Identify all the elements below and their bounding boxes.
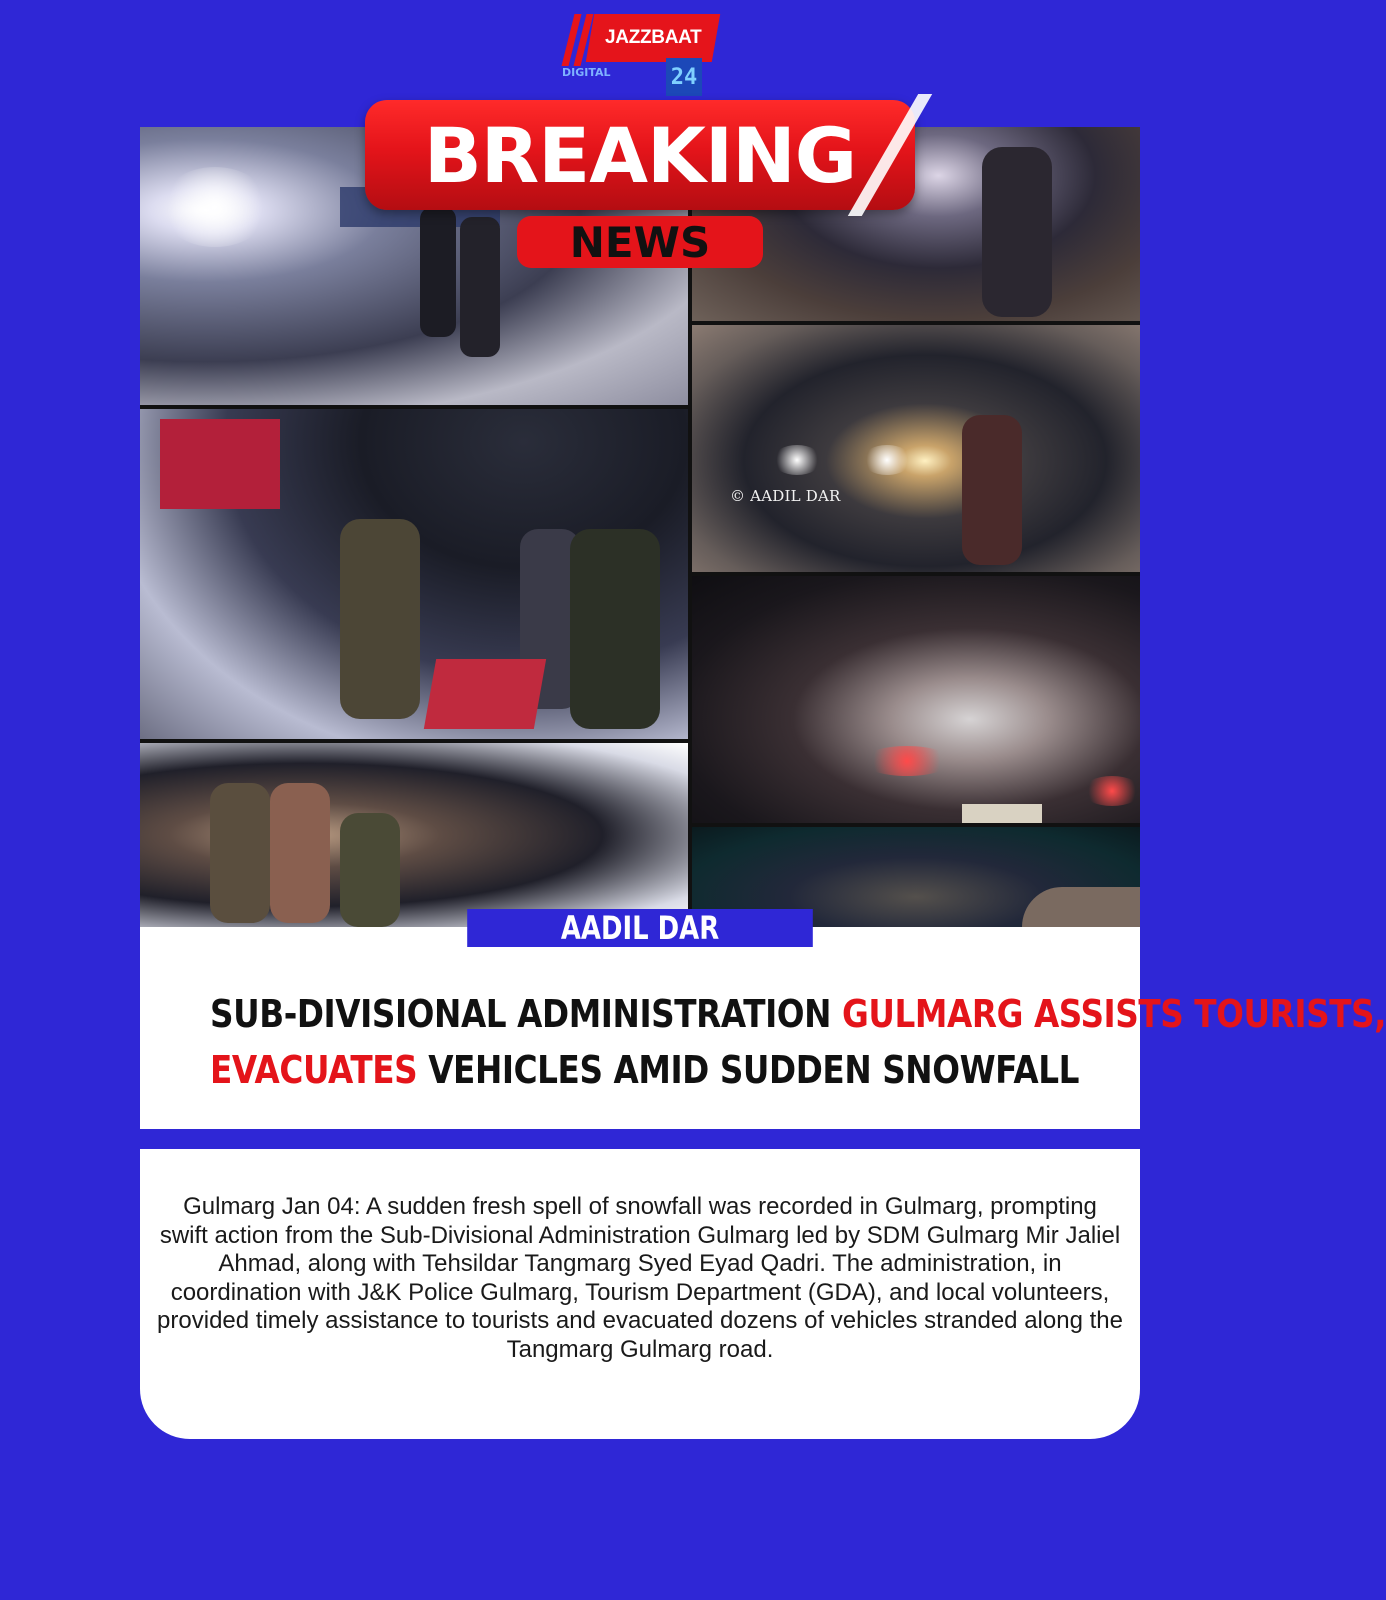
brand-number: 24	[666, 58, 702, 96]
breaking-banner	[365, 100, 915, 210]
author-byline: AADIL DAR	[467, 909, 813, 947]
headline-line-1	[210, 986, 1386, 1042]
photo-officials-snow	[140, 743, 688, 927]
brand-sub: DIGITAL	[562, 66, 611, 79]
headline-red-text: EVACUATES	[210, 1048, 418, 1092]
headline-black-text: SUB-DIVISIONAL ADMINISTRATION	[210, 992, 843, 1036]
headline-red-text: GULMARG ASSISTS TOURISTS,	[842, 992, 1386, 1036]
photo-officials-group	[140, 409, 688, 739]
headline-line-2	[210, 1042, 1079, 1098]
news-card	[140, 127, 1140, 1129]
article-body-box	[140, 1149, 1140, 1439]
brand-logo	[560, 10, 720, 96]
news-text: NEWS	[569, 217, 711, 267]
news-tag	[517, 216, 763, 268]
brand-name-box	[586, 14, 720, 62]
breaking-text: BREAKING	[423, 110, 857, 200]
photo-stranded-vehicles	[692, 576, 1140, 823]
headline-black-text: VEHICLES AMID SUDDEN SNOWFALL	[417, 1048, 1079, 1092]
brand-name: JAZZBAAT	[604, 27, 702, 48]
photo-watermark: © AADIL DAR	[730, 487, 841, 505]
photo-car-headlights	[692, 325, 1140, 572]
headline	[140, 986, 1386, 1098]
article-body: Gulmarg Jan 04: A sudden fresh spell of snowfall was recorded in Gulmarg, prompting swift action from the Sub-Divisional Administration Gulmarg led by SDM Gulmarg Mir Jaliel Ahmad, along with Tehsildar Tangmarg Syed Eyad Qadri. The administration, in coordination with J&K Police Gulmarg, Tourism Department (GDA), and local volunteers, provided timely assistance to tourists and evacuated dozens of vehicles stranded along the Tangmarg Gulmarg road.	[157, 1193, 1123, 1363]
